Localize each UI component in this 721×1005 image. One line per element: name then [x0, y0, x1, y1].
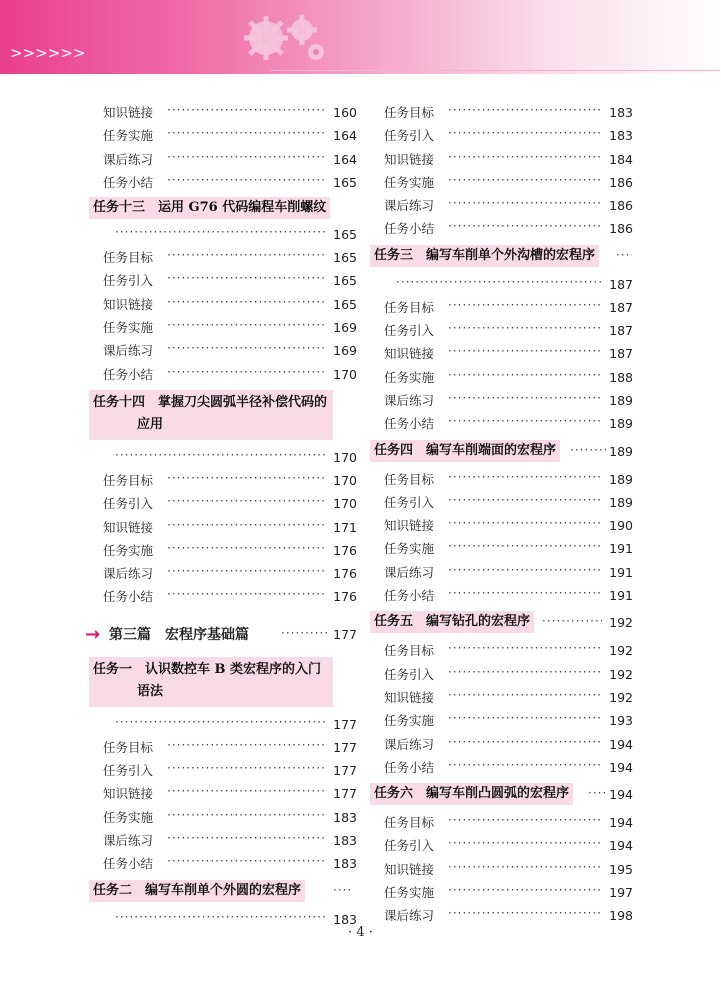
toc-entry[interactable]: 知识链接 ····· 195 — [370, 858, 633, 881]
toc-entry[interactable]: 课后练习 ····· 169 — [89, 339, 357, 362]
task-heading[interactable] — [89, 880, 357, 904]
toc-entry-continuation[interactable]: ····· 170 — [89, 446, 357, 469]
toc-entry[interactable]: 任务实施 ····· 197 — [370, 881, 633, 904]
task-title: 任务五 编写钻孔的宏程序 — [370, 611, 534, 633]
task-title: 任务六 编写车削凸圆弧的宏程序 — [370, 783, 573, 805]
toc-entry[interactable]: 课后练习 ····· 189 — [370, 389, 633, 412]
toc-entry[interactable]: 课后练习 ····· 191 — [370, 561, 633, 584]
toc-entry[interactable]: 课后练习 ····· 186 — [370, 194, 633, 217]
toc-entry[interactable]: 任务引入 ····· 170 — [89, 492, 357, 515]
toc-entry[interactable]: 任务目标 ····· 177 — [89, 736, 357, 759]
task-title: 任务四 编写车削端面的宏程序 — [370, 440, 560, 462]
toc-entry[interactable]: 知识链接 ····· 171 — [89, 516, 357, 539]
toc-entry[interactable]: 任务实施 ····· 183 — [89, 806, 357, 829]
toc-entry[interactable]: 任务实施 ····· 186 — [370, 171, 633, 194]
toc-entry[interactable]: 课后练习 ····· 194 — [370, 733, 633, 756]
toc-entry[interactable]: 知识链接 ····· 184 — [370, 148, 633, 171]
task-heading[interactable] — [89, 390, 357, 440]
page-header-banner — [0, 0, 721, 74]
task-heading[interactable] — [89, 657, 357, 707]
toc-entry[interactable]: 任务目标 ····· 189 — [370, 468, 633, 491]
header-arrows: >>>>>> — [10, 44, 86, 62]
toc-entry[interactable]: 任务目标 ····· 165 — [89, 246, 357, 269]
toc-entry[interactable]: 任务引入 ····· 194 — [370, 834, 633, 857]
part-title: 第三篇 宏程序基础篇 — [109, 626, 249, 643]
task-heading[interactable]: 任务六 编写车削凸圆弧的宏程序 ····· 194 — [370, 783, 633, 807]
arrow-right-icon: → — [85, 623, 101, 645]
toc-entry[interactable]: 知识链接 ····· 165 — [89, 293, 357, 316]
task-title-line-2: 语法 — [137, 683, 164, 699]
toc-entry[interactable]: 任务目标 ····· 187 — [370, 296, 633, 319]
toc-entry[interactable]: 任务目标 ····· 192 — [370, 639, 633, 662]
task-heading[interactable]: 任务五 编写钻孔的宏程序 ····· 192 — [370, 611, 633, 635]
page-number: · 4 · — [348, 925, 373, 940]
toc-entry[interactable]: 任务实施 ····· 191 — [370, 537, 633, 560]
toc-entry[interactable]: 任务引入 ····· 187 — [370, 319, 633, 342]
toc-entry[interactable]: 知识链接 ····· 190 — [370, 514, 633, 537]
toc-entry[interactable]: 任务小结 ····· 186 — [370, 217, 633, 240]
toc-entry[interactable]: 任务实施 ····· 193 — [370, 709, 633, 732]
toc-entry[interactable]: 任务目标 ····· 183 — [370, 101, 633, 124]
task-title: 任务二 编写车削单个外圆的宏程序 — [89, 880, 305, 902]
task-title-line-1: 任务一 认识数控车 B 类宏程序的入门 — [93, 661, 322, 677]
task-heading[interactable] — [370, 245, 633, 269]
toc-entry-continuation[interactable]: ····· 183 — [89, 908, 357, 931]
toc-left-column — [85, 101, 357, 931]
header-divider — [270, 70, 720, 71]
toc-entry[interactable]: 课后练习 ····· 176 — [89, 562, 357, 585]
task-title-line-1: 任务十四 掌握刀尖圆弧半径补偿代码的 — [93, 394, 328, 410]
toc-entry[interactable]: 任务引入 ····· 183 — [370, 124, 633, 147]
toc-entry[interactable]: 课后练习 ····· 183 — [89, 829, 357, 852]
toc-right-column — [370, 101, 633, 928]
toc-entry[interactable]: 任务实施 ····· 169 — [89, 316, 357, 339]
toc-entry[interactable]: 任务目标 ····· 194 — [370, 811, 633, 834]
toc-entry[interactable]: 任务目标 ····· 170 — [89, 469, 357, 492]
toc-entry[interactable]: 任务引入 ····· 189 — [370, 491, 633, 514]
toc-entry[interactable]: 知识链接 ····· 177 — [89, 782, 357, 805]
part-heading[interactable]: → 第三篇 宏程序基础篇 ····· 177 — [89, 621, 357, 649]
toc-entry[interactable]: 任务小结 ····· 189 — [370, 412, 633, 435]
toc-entry-continuation[interactable]: ····· 165 — [89, 223, 357, 246]
task-heading[interactable] — [89, 196, 357, 219]
task-title-line-2: 应用 — [137, 416, 164, 432]
toc-entry[interactable]: 任务引入 ····· 177 — [89, 759, 357, 782]
toc-entry[interactable]: 任务小结 ····· 170 — [89, 363, 357, 386]
toc-entry[interactable]: 任务小结 ····· 191 — [370, 584, 633, 607]
toc-entry[interactable]: 任务实施 ····· 188 — [370, 366, 633, 389]
task-heading[interactable]: 任务四 编写车削端面的宏程序 ····· 189 — [370, 440, 633, 464]
task-title: 任务十三 运用 G76 代码编程车削螺纹 — [89, 197, 330, 219]
toc-entry[interactable]: 任务小结 ····· 176 — [89, 585, 357, 608]
toc-entry[interactable]: 任务引入 ····· 192 — [370, 663, 633, 686]
toc-entry-continuation[interactable]: ····· 177 — [89, 713, 357, 736]
toc-entry[interactable]: 任务小结 ····· 183 — [89, 852, 357, 875]
toc-entry[interactable]: 知识链接 ····· 192 — [370, 686, 633, 709]
toc-entry[interactable]: 任务小结 ····· 165 — [89, 171, 357, 194]
toc-entry[interactable]: 任务实施 ····· 164 — [89, 124, 357, 147]
toc-entry[interactable]: 知识链接 ····· 187 — [370, 342, 633, 365]
toc-entry[interactable]: 课后练习 ····· 164 — [89, 148, 357, 171]
toc-entry[interactable]: 课后练习 ····· 198 — [370, 904, 633, 927]
toc-entry[interactable]: 任务实施 ····· 176 — [89, 539, 357, 562]
toc-entry-continuation[interactable]: ····· 187 — [370, 273, 633, 296]
toc-entry[interactable]: 任务引入 ····· 165 — [89, 269, 357, 292]
task-title: 任务三 编写车削单个外沟槽的宏程序 — [370, 245, 599, 267]
gear-icon — [228, 8, 338, 68]
toc-entry[interactable]: 知识链接 ····· 160 — [89, 101, 357, 124]
toc-entry[interactable]: 任务小结 ····· 194 — [370, 756, 633, 779]
